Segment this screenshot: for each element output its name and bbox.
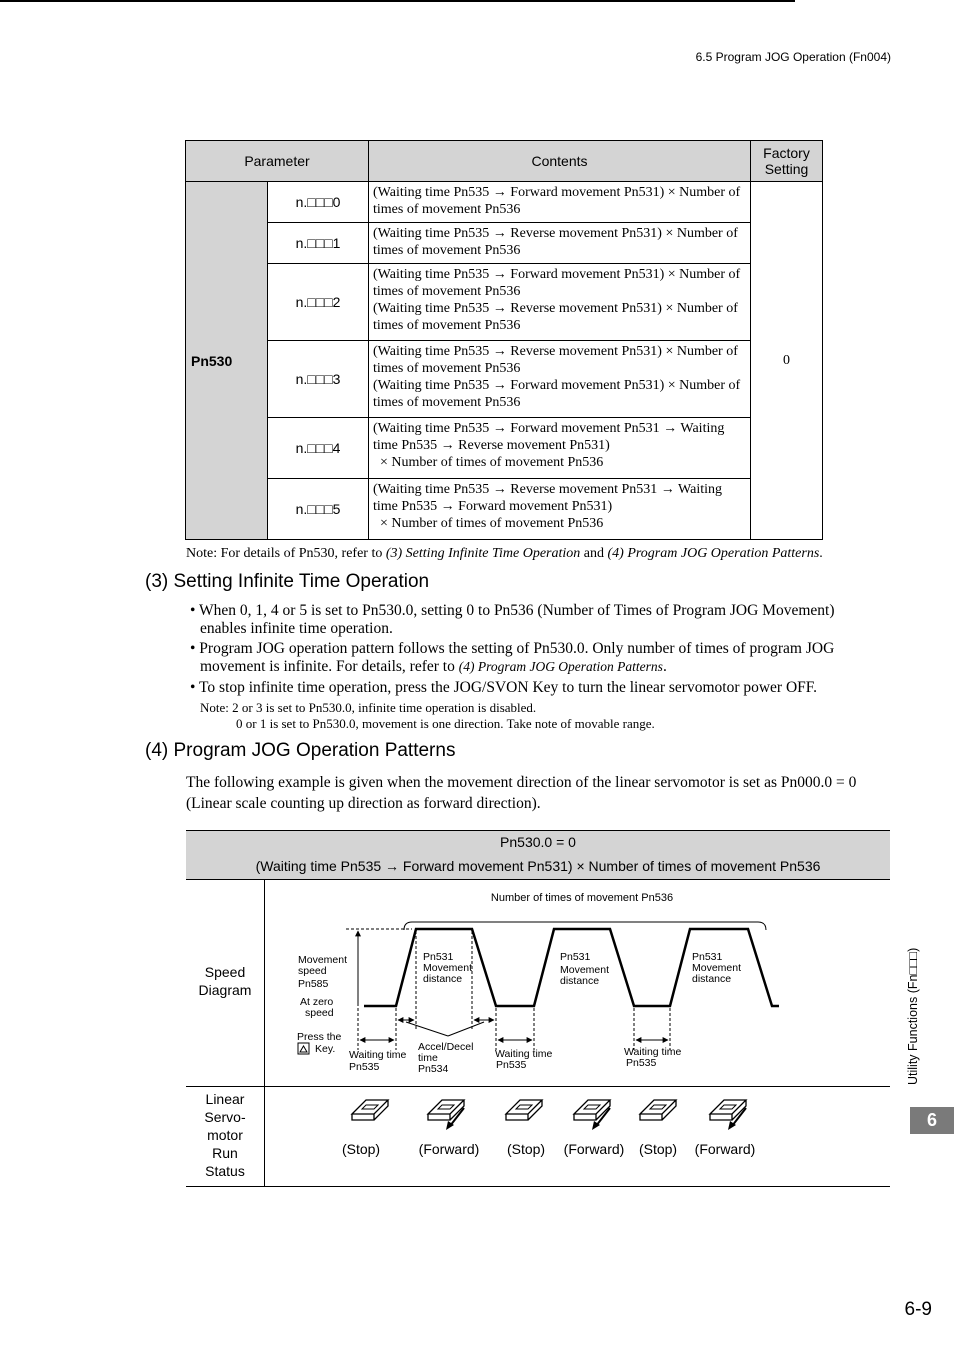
note-end: . (819, 546, 823, 561)
note-mid: and (580, 546, 608, 561)
movement-distance-label-3: Pn531 Movement distance (692, 951, 742, 985)
table-note (186, 546, 823, 562)
contents-line: (Waiting time Pn535 → Forward movement Pn531) × Number of times of movement Pn536 (373, 267, 741, 299)
setting-contents (369, 479, 751, 540)
param-name-cell: Pn530 (186, 182, 268, 540)
header-parameter: Parameter (186, 141, 369, 182)
at-zero-speed-label: At zero speed (300, 996, 334, 1019)
setting-code: n.□□□5 (268, 479, 369, 540)
bullet-link-patterns[interactable]: (4) Program JOG Operation Patterns (458, 659, 663, 674)
motor-stop-icon (640, 1100, 676, 1120)
pattern-header-formula: (Waiting time Pn535 → Forward movement Pn531) × Number of times of movement Pn536 (186, 855, 890, 880)
page-number: 6-9 (904, 1299, 932, 1320)
setting-contents (369, 418, 751, 479)
contents-line: × Number of times of movement Pn536 (373, 516, 604, 531)
contents-line: (Waiting time Pn535 → Forward movement Pn531) × Number of times of movement Pn536 (373, 378, 741, 410)
movement-speed-label: Movement speed Pn585 (298, 954, 348, 990)
section-4-title: (4) Program JOG Operation Patterns (145, 740, 456, 761)
motor-forward-icon (428, 1100, 464, 1130)
decel-link (448, 1022, 484, 1036)
contents-line: (Waiting time Pn535 → Reverse movement Pn531) × Number of times of movement Pn536 (373, 344, 738, 376)
contents-line: (Waiting time Pn535 → Reverse movement Pn531 → Waiting time Pn535 → Forward movement Pn531) (373, 482, 723, 514)
section-3-note-line1: Note: 2 or 3 is set to Pn530.0, infinite time operation is disabled. (200, 700, 537, 715)
status-label: (Stop) (341, 1141, 381, 1157)
note-link-infinite-time[interactable]: (3) Setting Infinite Time Operation (385, 546, 581, 561)
header-contents: Contents (369, 141, 751, 182)
contents-line: (Waiting time Pn535 → Forward movement Pn531 → Waiting time Pn535 → Reverse movement Pn531) (373, 421, 725, 453)
section-4-intro: The following example is given when the movement direction of the linear servomotor is set as Pn000.0 = 0 (Linear scale counting up direction as forward direction). (186, 774, 857, 812)
parameter-table (185, 140, 823, 540)
setting-contents (369, 341, 751, 418)
contents-line: (Waiting time Pn535 → Forward movement Pn531) × Number of times of movement Pn536 (373, 185, 741, 217)
waiting-time-label-2: Waiting time Pn535 (495, 1048, 553, 1071)
row-label-run-status: Linear Servo- motor Run Status (204, 1091, 246, 1179)
motor-forward-icon (710, 1100, 746, 1130)
note-link-patterns[interactable]: (4) Program JOG Operation Patterns (607, 546, 820, 561)
section-3-title: (3) Setting Infinite Time Operation (145, 571, 430, 592)
contents-line: (Waiting time Pn535 → Reverse movement Pn531) × Number of times of movement Pn536 (373, 301, 738, 333)
header-rule (0, 0, 795, 2)
setting-contents (369, 182, 751, 223)
status-label: (Forward) (563, 1141, 625, 1157)
movement-distance-label-1: Pn531 Movement distance (423, 951, 473, 985)
section-3-note-line2: 0 or 1 is set to Pn530.0, movement is one direction. Take note of movable range. (236, 716, 655, 731)
waiting-time-label-1: Waiting time Pn535 (349, 1049, 407, 1073)
accel-link (406, 1022, 448, 1036)
note-prefix: Note: For details of Pn530, refer to (186, 546, 386, 561)
press-key-label: Press the Key. (297, 1031, 342, 1055)
movement-distance-label-2: Pn531 Movement distance (560, 951, 610, 987)
header-section-title: 6.5 Program JOG Operation (Fn004) (695, 50, 891, 64)
pattern-header-setting: Pn530.0 = 0 (186, 830, 890, 856)
setting-code: n.□□□2 (268, 264, 369, 341)
contents-line: (Waiting time Pn535 → Reverse movement Pn531) × Number of times of movement Pn536 (373, 226, 738, 258)
contents-line: × Number of times of movement Pn536 (373, 455, 604, 470)
chapter-tab[interactable]: 6 (910, 1107, 954, 1134)
setting-code: n.□□□1 (268, 223, 369, 264)
setting-code: n.□□□3 (268, 341, 369, 418)
bullet-text: • Program JOG operation pattern follows the setting of Pn530.0. Only number of times of program JOG movement is infinite. For details, refer to (190, 640, 835, 675)
pattern-table (186, 830, 890, 1187)
bullet-pattern-follows (190, 640, 872, 676)
setting-code: n.□□□0 (268, 182, 369, 223)
motor-forward-icon (574, 1100, 610, 1130)
bullet-end: . (662, 658, 667, 675)
setting-contents (369, 264, 751, 341)
waiting-time-label-3: Waiting time Pn535 (624, 1046, 682, 1069)
setting-contents (369, 223, 751, 264)
motor-stop-icon (506, 1100, 542, 1120)
status-label: (Stop) (506, 1141, 546, 1157)
bullet-infinite-enable: • When 0, 1, 4 or 5 is set to Pn530.0, setting 0 to Pn536 (Number of Times of Program JOG Movement) enables infinite time operation. (190, 602, 835, 637)
bullet-stop-infinite: • To stop infinite time operation, press the JOG/SVON Key to turn the linear servomotor power OFF. (190, 679, 818, 696)
header-factory-setting: Factory Setting (751, 141, 823, 182)
factory-setting-value: 0 (751, 182, 823, 540)
motor-stop-icon (352, 1100, 388, 1120)
setting-code: n.□□□4 (268, 418, 369, 479)
row-label-speed-diagram: Speed Diagram (198, 964, 252, 998)
status-label: (Forward) (694, 1141, 756, 1157)
speed-diagram (186, 830, 890, 1187)
status-label: (Stop) (638, 1141, 678, 1157)
count-label: Number of times of movement Pn536 (490, 892, 674, 904)
accel-decel-label: Accel/Decel time Pn534 (418, 1041, 474, 1075)
chapter-side-label: Utility Functions (Fn□□□) (906, 947, 920, 1085)
status-label: (Forward) (418, 1141, 480, 1157)
